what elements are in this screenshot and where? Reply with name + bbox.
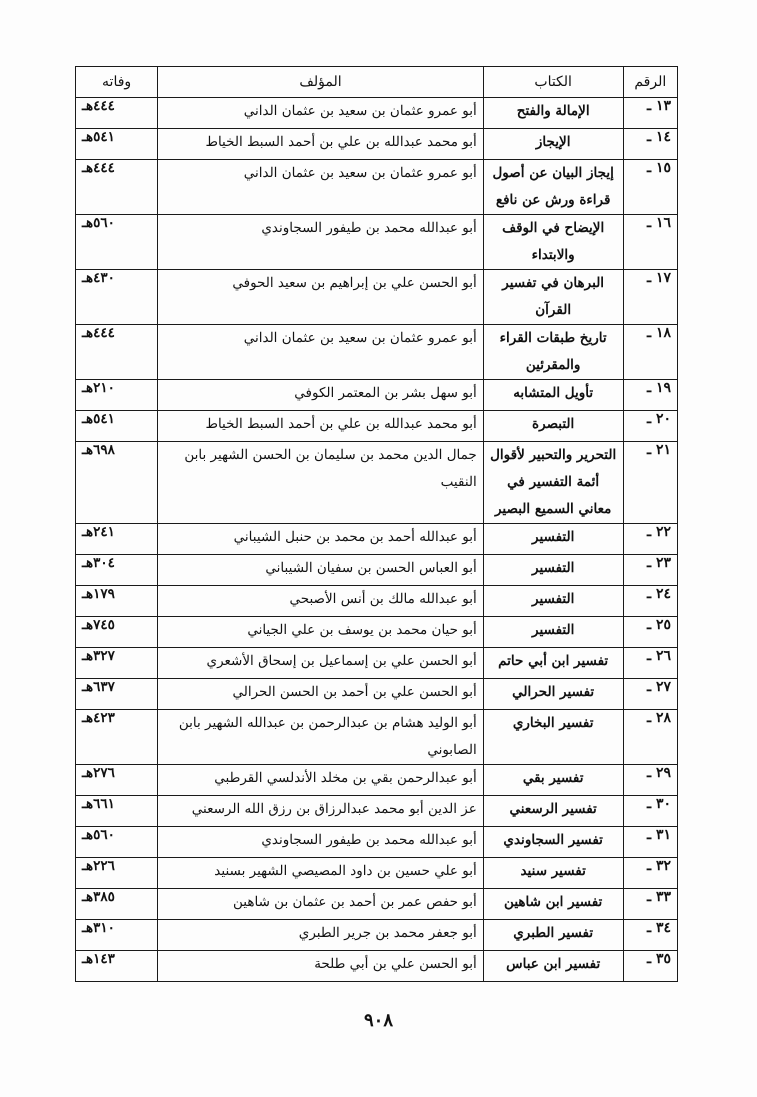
book-title: تفسير الرسعني (483, 796, 623, 827)
author-name: أبو عبدالله محمد بن طيفور السجاوندي (158, 215, 484, 270)
book-title: التفسير (483, 524, 623, 555)
death-year: ٢٧٦هـ (76, 765, 158, 796)
table-row (76, 160, 678, 215)
book-title: التفسير (483, 586, 623, 617)
author-name: أبو علي حسين بن داود المصيصي الشهير بسنيد (158, 858, 484, 889)
book-title: تفسير سنيد (483, 858, 623, 889)
book-title: تأويل المتشابه (483, 380, 623, 411)
death-year: ٧٤٥هـ (76, 617, 158, 648)
death-year: ٣٠٤هـ (76, 555, 158, 586)
author-name: أبو عبدالرحمن بقي بن مخلد الأندلسي القرطبي (158, 765, 484, 796)
author-name: عز الدين أبو محمد عبدالرزاق بن رزق الله الرسعني (158, 796, 484, 827)
table-row (76, 920, 678, 951)
death-year: ٥٤١هـ (76, 411, 158, 442)
row-number: ١٣ ـ (623, 98, 677, 129)
table-row (76, 442, 678, 524)
row-number: ١٤ ـ (623, 129, 677, 160)
book-title: تفسير ابن شاهين (483, 889, 623, 920)
death-year: ٥٤١هـ (76, 129, 158, 160)
author-name: أبو الحسن علي بن إسماعيل بن إسحاق الأشعري (158, 648, 484, 679)
book-title: تفسير الطبري (483, 920, 623, 951)
author-name: أبو الوليد هشام بن عبدالرحمن بن عبدالله الشهير بابن الصابوني (158, 710, 484, 765)
author-name: أبو محمد عبدالله بن علي بن أحمد السبط الخياط (158, 411, 484, 442)
book-title: تفسير بقي (483, 765, 623, 796)
author-name: أبو عبدالله مالك بن أنس الأصبحي (158, 586, 484, 617)
header-book: الكتاب (483, 67, 623, 98)
book-title: تفسير ابن عباس (483, 951, 623, 982)
author-name: جمال الدين محمد بن سليمان بن الحسن الشهير بابن النقيب (158, 442, 484, 524)
row-number: ٣٤ ـ (623, 920, 677, 951)
row-number: ٢٤ ـ (623, 586, 677, 617)
row-number: ١٩ ـ (623, 380, 677, 411)
row-number: ٢٨ ـ (623, 710, 677, 765)
author-name: أبو الحسن علي بن إبراهيم بن سعيد الحوفي (158, 270, 484, 325)
table-row (76, 380, 678, 411)
death-year: ٣١٠هـ (76, 920, 158, 951)
book-title: التحرير والتحبير لأقوال أئمة التفسير في معاني السميع البصير (483, 442, 623, 524)
row-number: ٣٣ ـ (623, 889, 677, 920)
author-name: أبو حيان محمد بن يوسف بن علي الجياني (158, 617, 484, 648)
death-year: ٤٤٤هـ (76, 325, 158, 380)
book-title: الإيجاز (483, 129, 623, 160)
author-name: أبو عمرو عثمان بن سعيد بن عثمان الداني (158, 98, 484, 129)
table-row (76, 648, 678, 679)
death-year: ٥٦٠هـ (76, 827, 158, 858)
author-name: أبو الحسن علي بن أحمد بن الحسن الحرالي (158, 679, 484, 710)
author-name: أبو عمرو عثمان بن سعيد بن عثمان الداني (158, 325, 484, 380)
death-year: ٦٦١هـ (76, 796, 158, 827)
table-row (76, 586, 678, 617)
author-name: أبو محمد عبدالله بن علي بن أحمد السبط الخياط (158, 129, 484, 160)
book-title: التبصرة (483, 411, 623, 442)
author-name: أبو العباس الحسن بن سفيان الشيباني (158, 555, 484, 586)
table-row (76, 325, 678, 380)
book-title: إيجاز البيان عن أصول قراءة ورش عن نافع (483, 160, 623, 215)
author-name: أبو عبدالله محمد بن طيفور السجاوندي (158, 827, 484, 858)
table-row (76, 951, 678, 982)
header-author: المؤلف (158, 67, 484, 98)
page-number: ٩٠٨ (363, 1010, 393, 1031)
death-year: ٦٩٨هـ (76, 442, 158, 524)
table-row (76, 679, 678, 710)
author-name: أبو الحسن علي بن أبي طلحة (158, 951, 484, 982)
row-number: ٣٢ ـ (623, 858, 677, 889)
death-year: ٤٤٤هـ (76, 160, 158, 215)
header-number: الرقم (623, 67, 677, 98)
death-year: ٤٣٠هـ (76, 270, 158, 325)
row-number: ٢٧ ـ (623, 679, 677, 710)
book-title: الإيضاح في الوقف والابتداء (483, 215, 623, 270)
row-number: ٣٠ ـ (623, 796, 677, 827)
book-title: تفسير السجاوندي (483, 827, 623, 858)
books-table (75, 66, 678, 982)
death-year: ٢١٠هـ (76, 380, 158, 411)
row-number: ٢٣ ـ (623, 555, 677, 586)
death-year: ٦٣٧هـ (76, 679, 158, 710)
table-row (76, 270, 678, 325)
row-number: ٢٥ ـ (623, 617, 677, 648)
table-row (76, 889, 678, 920)
row-number: ٢٦ ـ (623, 648, 677, 679)
row-number: ٢٠ ـ (623, 411, 677, 442)
death-year: ١٧٩هـ (76, 586, 158, 617)
row-number: ٢١ ـ (623, 442, 677, 524)
table-row (76, 617, 678, 648)
book-title: التفسير (483, 555, 623, 586)
row-number: ٢٩ ـ (623, 765, 677, 796)
row-number: ٣٥ ـ (623, 951, 677, 982)
book-title: التفسير (483, 617, 623, 648)
row-number: ٣١ ـ (623, 827, 677, 858)
table-row (76, 215, 678, 270)
table-row (76, 129, 678, 160)
death-year: ٤٤٤هـ (76, 98, 158, 129)
row-number: ١٨ ـ (623, 325, 677, 380)
death-year: ٢٤١هـ (76, 524, 158, 555)
death-year: ٥٦٠هـ (76, 215, 158, 270)
author-name: أبو حفص عمر بن أحمد بن عثمان بن شاهين (158, 889, 484, 920)
table-row (76, 710, 678, 765)
death-year: ١٤٣هـ (76, 951, 158, 982)
table-row (76, 524, 678, 555)
death-year: ٤٢٣هـ (76, 710, 158, 765)
table-row (76, 858, 678, 889)
table-row (76, 555, 678, 586)
death-year: ٣٨٥هـ (76, 889, 158, 920)
table-row (76, 827, 678, 858)
row-number: ١٥ ـ (623, 160, 677, 215)
row-number: ١٦ ـ (623, 215, 677, 270)
table-row (76, 796, 678, 827)
book-title: تاريخ طبقات القراء والمقرئين (483, 325, 623, 380)
book-title: البرهان في تفسير القرآن (483, 270, 623, 325)
death-year: ٣٢٧هـ (76, 648, 158, 679)
book-title: تفسير الحرالي (483, 679, 623, 710)
author-name: أبو عبدالله أحمد بن محمد بن حنبل الشيباني (158, 524, 484, 555)
book-title: تفسير البخاري (483, 710, 623, 765)
row-number: ١٧ ـ (623, 270, 677, 325)
table-header-row (76, 67, 678, 98)
author-name: أبو سهل بشر بن المعتمر الكوفي (158, 380, 484, 411)
book-title: تفسير ابن أبي حاتم (483, 648, 623, 679)
author-name: أبو جعفر محمد بن جرير الطبري (158, 920, 484, 951)
table-row (76, 411, 678, 442)
table-row (76, 765, 678, 796)
row-number: ٢٢ ـ (623, 524, 677, 555)
death-year: ٢٢٦هـ (76, 858, 158, 889)
author-name: أبو عمرو عثمان بن سعيد بن عثمان الداني (158, 160, 484, 215)
table-row (76, 98, 678, 129)
header-death: وفاته (76, 67, 158, 98)
book-title: الإمالة والفتح (483, 98, 623, 129)
